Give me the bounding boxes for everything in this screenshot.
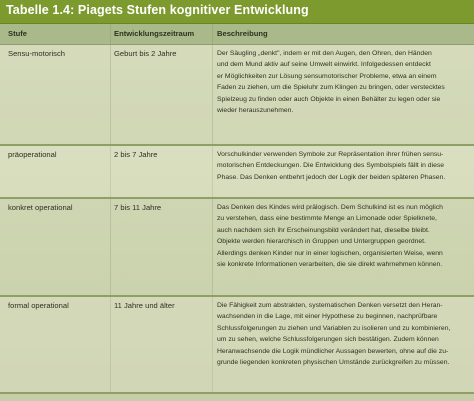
table-title-bar xyxy=(0,0,474,24)
stage-name: formal operational xyxy=(8,301,69,310)
stage-description xyxy=(217,149,470,183)
table-header-row xyxy=(0,24,474,45)
description-line: sie konkrete Informationen verarbeiten, die sie direkt wahrnehmen können. xyxy=(217,260,443,268)
table-title: Tabelle 1.4: Piagets Stufen kognitiver Entwicklung xyxy=(6,3,309,17)
header-age: Entwicklungszeitraum xyxy=(114,29,195,38)
stage-description xyxy=(217,48,470,116)
age-range: Geburt bis 2 Jahre xyxy=(114,49,177,58)
description-line: Faden zu ziehen, um die Spieluhr zum Klingen zu bringen, oder verstecktes xyxy=(217,84,445,92)
age-range: 11 Jahre und älter xyxy=(114,301,175,310)
description-line: Objekte werden hierarchisch in Gruppen und Untergruppen geordnet. xyxy=(217,238,426,246)
header-description: Beschreibung xyxy=(217,29,268,38)
stage-description xyxy=(217,300,470,368)
description-line: er Möglichkeiten zur Lösung sensumotorischer Probleme, etwa an einem xyxy=(217,72,437,80)
description-line: grunde liegenden konkreten physischen Umstände zurückgreifen zu müssen. xyxy=(217,358,450,366)
description-line: Die Fähigkeit zum abstrakten, systematischen Denken versetzt den Heran- xyxy=(217,302,443,309)
description-line: um zu sehen, welche Schlussfolgerungen sich bestätigen. Zudem können xyxy=(217,336,439,344)
description-line: zu verstehen, dass eine bestimmte Menge an Limonade oder Spielknete, xyxy=(217,215,437,223)
description-line: Schlussfolgerungen zu ziehen und Variablen zu isolieren und zu kombinieren, xyxy=(217,324,451,332)
table-row-konkret-operational xyxy=(0,199,474,297)
table-row-formal-operational xyxy=(0,297,474,394)
stage-name: konkret operational xyxy=(8,203,73,212)
description-line: Phase. Das Denken entbehrt jedoch der Logik der beiden späteren Phasen. xyxy=(217,173,446,181)
description-line: auch nachdem sich ihr Erscheinungsbild verändert hat, dieselbe bleibt. xyxy=(217,226,430,234)
description-line: und dem Mund aktiv auf seine Umwelt einwirkt. Infolgedessen entdeckt xyxy=(217,61,431,69)
description-line: Spielzeug zu finden oder auch Objekte in einen Behälter zu legen oder sie xyxy=(217,95,441,103)
age-range: 2 bis 7 Jahre xyxy=(114,150,158,159)
description-line: wachsenden in die Lage, mit einer Hypothese zu beginnen, nachprüfbare xyxy=(217,313,438,321)
age-range: 7 bis 11 Jahre xyxy=(114,203,162,212)
header-stage: Stufe xyxy=(8,29,27,38)
description-line: Allerdings denken Kinder nur in einer logischen, organisierten Weise, wenn xyxy=(217,249,443,257)
description-line: Vorschulkinder verwenden Symbole zur Repräsentation ihrer frühen sensu- xyxy=(217,151,444,158)
description-line: Heranwachsende die Logik mündlicher Aussagen bewerten, ohne auf die zu- xyxy=(217,347,449,355)
stage-name: Sensu-motorisch xyxy=(8,49,65,58)
table-row-praeoperational xyxy=(0,146,474,199)
description-line: wieder herauszunehmen. xyxy=(217,106,294,114)
description-line: motorischen Entdeckungen. Die Entwicklung des Symbolspiels fällt in diese xyxy=(217,162,445,170)
table-row-sensumotorisch xyxy=(0,45,474,146)
description-line: Das Denken des Kindes wird prälogisch. Dem Schulkind ist es nun möglich xyxy=(217,204,443,211)
stage-description xyxy=(217,202,470,270)
stage-name: präoperational xyxy=(8,150,57,159)
description-line: Der Säugling „denkt", indem er mit den Augen, den Ohren, den Händen xyxy=(217,50,432,57)
